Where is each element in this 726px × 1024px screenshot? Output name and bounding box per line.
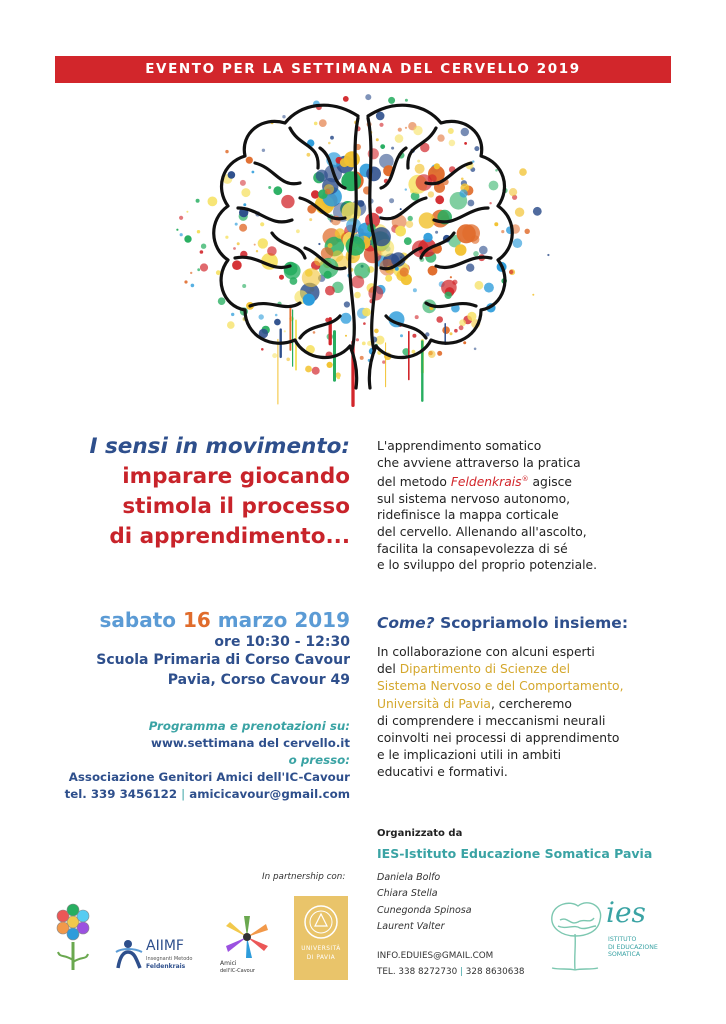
- paint-drop: [489, 181, 499, 191]
- paint-drop: [228, 171, 236, 179]
- paint-drop: [450, 332, 453, 335]
- collab-line: [377, 661, 687, 678]
- paint-drop: [282, 115, 285, 118]
- paint-drop: [290, 277, 298, 285]
- paint-drop: [345, 335, 347, 337]
- person-name: Laurent Valter: [377, 920, 445, 932]
- paint-drop: [532, 294, 534, 296]
- paint-drop: [327, 362, 333, 368]
- paint-drop: [241, 188, 250, 197]
- paint-drop: [404, 237, 412, 245]
- paint-drop: [328, 243, 333, 248]
- intro-paragraph: [377, 438, 677, 574]
- or-label: o presso:: [288, 753, 350, 767]
- paint-drop: [509, 270, 513, 274]
- paint-drop: [262, 149, 265, 152]
- collab-line: educativi e formativi.: [377, 765, 508, 780]
- aiimf-sub1: Insegnanti Metodo: [146, 956, 193, 962]
- paint-drop: [225, 150, 228, 153]
- paint-drop: [408, 216, 413, 221]
- ies-caption-line: SOMATICA: [608, 951, 641, 958]
- month-year: marzo 2019: [217, 608, 350, 632]
- paint-drop: [435, 195, 444, 204]
- paint-drop: [437, 134, 444, 141]
- paint-drop: [351, 276, 364, 289]
- paint-drop: [389, 198, 394, 203]
- paint-drop: [284, 330, 286, 332]
- paint-drop: [406, 221, 413, 228]
- paint-drop: [445, 292, 452, 299]
- paint-drop: [395, 134, 404, 143]
- paint-drop: [417, 160, 420, 163]
- paint-drop: [354, 292, 361, 299]
- organizer-label: Organizzato da: [377, 828, 463, 839]
- weekday: sabato: [99, 608, 176, 632]
- paint-drop: [296, 229, 300, 233]
- paint-drop: [428, 350, 436, 358]
- paint-drop: [533, 207, 542, 216]
- paint-drop: [196, 199, 200, 203]
- paint-drop: [479, 246, 488, 255]
- paint-drop: [474, 348, 477, 351]
- paint-drop: [442, 326, 450, 334]
- headline-line3: stimola il processo: [122, 494, 350, 519]
- paint-drop: [382, 360, 385, 363]
- ies-caption-line: ISTITUTO: [608, 936, 637, 943]
- paint-drop: [391, 147, 394, 150]
- paint-drop: [413, 288, 417, 292]
- paint-drop: [419, 212, 435, 228]
- paint-drop: [547, 254, 549, 256]
- paint-drop: [519, 168, 527, 176]
- paint-drop: [459, 319, 466, 326]
- figure-icon: [114, 938, 144, 972]
- paint-drop: [307, 153, 311, 157]
- paint-drop: [176, 229, 178, 231]
- department-name: Sistema Nervoso e del Comportamento,: [377, 679, 624, 694]
- paint-drop: [379, 123, 383, 127]
- paint-drop: [218, 297, 226, 305]
- department-name: Dipartimento di Scienze del: [399, 662, 571, 677]
- method-suffix: agisce: [528, 475, 572, 490]
- paint-drop: [413, 126, 422, 135]
- paint-drop: [436, 316, 443, 323]
- unipv-line1: UNIVERSITÀ: [301, 946, 341, 952]
- paint-drop: [475, 281, 484, 290]
- registered-mark: ®: [521, 475, 529, 484]
- separator: |: [460, 967, 463, 977]
- paint-drop: [450, 276, 452, 278]
- paint-drop: [305, 366, 312, 373]
- intro-line: sul sistema nervoso autonomo,: [377, 491, 571, 506]
- person-name: Daniela Bolfo: [377, 872, 441, 883]
- paint-drop: [325, 286, 335, 296]
- school-flower-logo: [52, 902, 94, 974]
- tree-icon: [540, 896, 610, 972]
- paint-drop: [232, 260, 242, 270]
- paint-drop: [318, 243, 320, 245]
- phone-email-line: [65, 786, 350, 803]
- email-link[interactable]: amicicavour@gmail.com: [189, 787, 350, 801]
- paint-drop: [258, 238, 268, 248]
- paint-drop: [356, 338, 359, 341]
- paint-drop: [197, 268, 200, 271]
- paint-drop: [405, 127, 407, 129]
- paint-drop: [231, 313, 234, 316]
- paint-drop: [260, 222, 264, 226]
- paint-drop: [235, 223, 238, 226]
- paint-drop: [281, 195, 294, 208]
- paint-drop: [200, 263, 208, 271]
- paint-drop: [344, 301, 350, 307]
- paint-drop: [468, 200, 475, 207]
- paint-drop: [309, 218, 312, 221]
- paint-drop: [525, 229, 530, 234]
- paint-drop: [461, 178, 464, 181]
- paint-drop: [380, 144, 385, 149]
- paint-drop: [466, 264, 474, 272]
- paint-drop: [243, 203, 246, 206]
- paint-drop: [239, 224, 247, 232]
- paint-drop: [376, 206, 383, 213]
- paint-drop: [473, 251, 479, 257]
- paint-drop: [240, 180, 246, 186]
- paint-drop: [200, 250, 204, 254]
- paint-drop: [279, 275, 284, 280]
- collab-line: In collaborazione con alcuni esperti: [377, 645, 595, 659]
- intro-line: e lo sviluppo del proprio potenziale.: [377, 558, 598, 573]
- paint-drop: [275, 314, 278, 317]
- ies-wordmark: ies: [606, 896, 646, 929]
- phone-number: tel. 339 3456122: [64, 787, 178, 801]
- paint-drop: [405, 99, 408, 102]
- paint-drop: [515, 208, 524, 217]
- event-banner: EVENTO PER LA SETTIMANA DEL CERVELLO 2019: [55, 56, 671, 83]
- amici-name: Amici: [220, 960, 237, 967]
- paint-drop: [201, 244, 206, 249]
- intro-line: [377, 471, 677, 491]
- paint-drop: [459, 325, 464, 330]
- amici-sub: dell'IC-Cavour: [220, 968, 255, 974]
- paint-drop: [385, 275, 392, 282]
- paint-drop: [184, 235, 191, 242]
- paint-drop: [179, 216, 183, 220]
- ies-caption-line: DI EDUCAZIONE: [608, 943, 658, 951]
- collab-line: coinvolti nei processi di apprendimento: [377, 731, 620, 746]
- paint-drop: [412, 334, 416, 338]
- paint-drop: [330, 136, 334, 140]
- intro-line: L'apprendimento somatico: [377, 439, 542, 453]
- paint-drop: [434, 163, 440, 169]
- paint-drop: [461, 128, 469, 136]
- paint-drop: [449, 140, 456, 147]
- paint-drop: [186, 211, 188, 213]
- paint-drop: [208, 197, 218, 207]
- paint-drop: [455, 244, 467, 256]
- paint-drop: [268, 186, 271, 189]
- paint-drop: [467, 312, 476, 321]
- paint-drop: [398, 128, 402, 132]
- paint-drop: [272, 353, 277, 358]
- method-prefix: del metodo: [377, 475, 451, 490]
- event-date-block: [96, 608, 350, 690]
- seal-icon: [303, 904, 339, 940]
- university-name: Università di Pavia: [377, 696, 491, 711]
- paint-drop: [374, 329, 379, 334]
- paint-drop: [191, 284, 195, 288]
- organizer-name: IES-Istituto Educazione Somatica Pavia: [377, 846, 653, 861]
- intro-line: facilita la consapevolezza di sé: [377, 541, 568, 556]
- paint-drop: [312, 367, 320, 375]
- event-time: ore 10:30 - 12:30: [214, 634, 350, 650]
- paint-drop: [190, 272, 192, 274]
- paint-drop: [314, 122, 318, 126]
- paint-drop: [321, 247, 333, 259]
- paint-drop: [273, 186, 282, 195]
- collab-line: e le implicazioni utili in ambiti: [377, 748, 562, 763]
- paint-drop: [340, 158, 349, 167]
- feldenkrais-name: Feldenkrais: [450, 475, 522, 490]
- partnership-label: In partnership con:: [262, 872, 346, 882]
- paint-drop: [437, 351, 442, 356]
- person-name: Cunegonda Spinosa: [377, 904, 472, 916]
- organizer-people: [377, 870, 472, 935]
- paint-drop: [316, 170, 328, 182]
- event-place-line1: Scuola Primaria di Corso Cavour: [96, 652, 350, 668]
- paint-drop: [237, 242, 240, 245]
- paint-drop: [286, 358, 290, 362]
- paint-drop: [184, 280, 187, 283]
- paint-drop: [328, 142, 331, 145]
- star-icon: [222, 914, 272, 960]
- paint-drop: [428, 191, 434, 197]
- paint-drop: [256, 250, 258, 252]
- paint-drop: [376, 138, 379, 141]
- collaboration-paragraph: [377, 644, 687, 782]
- paint-drop: [415, 315, 419, 319]
- paint-drop: [254, 244, 256, 246]
- headline: [90, 432, 350, 552]
- paint-drop: [415, 164, 425, 174]
- intro-line: del cervello. Allenando all'ascolto,: [377, 525, 587, 540]
- paint-drop: [388, 97, 395, 104]
- paint-drop: [360, 356, 364, 360]
- day-number: 16: [182, 608, 211, 632]
- come-question: Come?: [377, 614, 435, 632]
- paint-drop: [261, 348, 264, 351]
- paint-drop: [474, 146, 479, 151]
- paint-drop: [471, 235, 480, 244]
- paint-splatter: [176, 94, 549, 405]
- paint-drop: [197, 230, 200, 233]
- paint-drop: [464, 142, 467, 145]
- headline-line1: I sensi in movimento:: [89, 434, 350, 459]
- event-place-line2: Pavia, Corso Cavour 49: [167, 672, 350, 688]
- organizer-phones: [377, 964, 525, 980]
- paint-drop: [376, 112, 385, 121]
- paint-drop: [513, 238, 523, 248]
- paint-drop: [395, 226, 406, 237]
- headline-line2: imparare giocando: [122, 464, 350, 489]
- paint-drop: [325, 189, 331, 195]
- unipv-logo: [294, 896, 348, 980]
- paint-drop: [448, 128, 454, 134]
- paint-drop: [362, 308, 371, 317]
- booking-contacts: [65, 718, 350, 803]
- paint-drop: [463, 341, 466, 344]
- collab-line: [377, 696, 687, 713]
- headline-line4: di apprendimento...: [109, 524, 350, 549]
- ies-caption: [608, 936, 658, 959]
- paint-drop: [400, 267, 409, 276]
- organizer-phone: 328 8630638: [465, 967, 525, 977]
- paint-drop: [362, 342, 366, 346]
- paint-drop: [495, 169, 498, 172]
- organizer-email[interactable]: INFO.EDUIES@GMAIL.COM: [377, 951, 494, 961]
- brain-illustration: [0, 88, 726, 428]
- paint-drop: [303, 294, 315, 306]
- paint-drop: [302, 268, 321, 287]
- paint-drop: [365, 94, 371, 100]
- person-name: Chiara Stella: [377, 888, 438, 900]
- come-text: Scopriamolo insieme:: [434, 614, 629, 632]
- paint-drop: [405, 188, 407, 190]
- paint-drop: [460, 189, 468, 197]
- paint-drop: [259, 314, 264, 319]
- paint-drop: [233, 247, 236, 250]
- paint-drop: [313, 331, 316, 334]
- paint-drop: [319, 119, 327, 127]
- aiimf-sub2: Feldenkrais: [146, 963, 186, 970]
- aiimf-logo: [114, 936, 204, 976]
- paint-drop: [484, 283, 494, 293]
- paint-drop: [242, 284, 246, 288]
- ies-logo: [540, 896, 680, 976]
- separator: |: [181, 787, 186, 801]
- paint-drop: [274, 319, 281, 326]
- come-heading: [377, 614, 628, 632]
- paint-drop: [489, 202, 491, 204]
- paint-drop: [337, 376, 340, 379]
- collab-suffix: , cercheremo: [490, 696, 572, 711]
- paint-drop: [412, 350, 416, 354]
- association-name: Associazione Genitori Amici dell'IC-Cavour: [68, 770, 350, 784]
- paint-drop: [494, 222, 498, 226]
- paint-drop: [267, 246, 277, 256]
- paint-drop: [435, 231, 438, 234]
- paint-drop: [227, 321, 235, 329]
- paint-drop: [340, 313, 351, 324]
- paint-drop: [225, 236, 228, 239]
- unipv-line2: DI PAVIA: [306, 955, 336, 961]
- intro-line: che avviene attraverso la pratica: [377, 455, 581, 470]
- amici-logo: [218, 914, 276, 978]
- event-date: [96, 608, 350, 632]
- paint-drop: [509, 188, 517, 196]
- paint-drop: [252, 171, 255, 174]
- program-label: Programma e prenotazioni su:: [148, 719, 350, 733]
- organizer-contacts: [377, 948, 525, 980]
- paint-drop: [452, 280, 457, 285]
- paint-drop: [423, 233, 432, 242]
- paint-drop: [501, 230, 504, 233]
- paint-drop: [180, 233, 183, 236]
- paint-drop: [363, 322, 366, 325]
- paint-drop: [366, 167, 381, 182]
- collab-line: di comprendere i meccanismi neurali: [377, 713, 606, 728]
- paint-drop: [400, 334, 403, 337]
- intro-line: ridefinisce la mappa corticale: [377, 508, 559, 523]
- paint-drop: [454, 329, 458, 333]
- collab-prefix: del: [377, 662, 400, 677]
- paint-drop: [400, 208, 402, 210]
- organizer-phone: TEL. 338 8272730: [377, 967, 458, 977]
- website-link[interactable]: www.settimana del cervello.it: [151, 736, 350, 750]
- paint-drop: [246, 157, 253, 164]
- paint-drop: [343, 96, 349, 102]
- aiimf-name: AIIMF: [146, 938, 184, 954]
